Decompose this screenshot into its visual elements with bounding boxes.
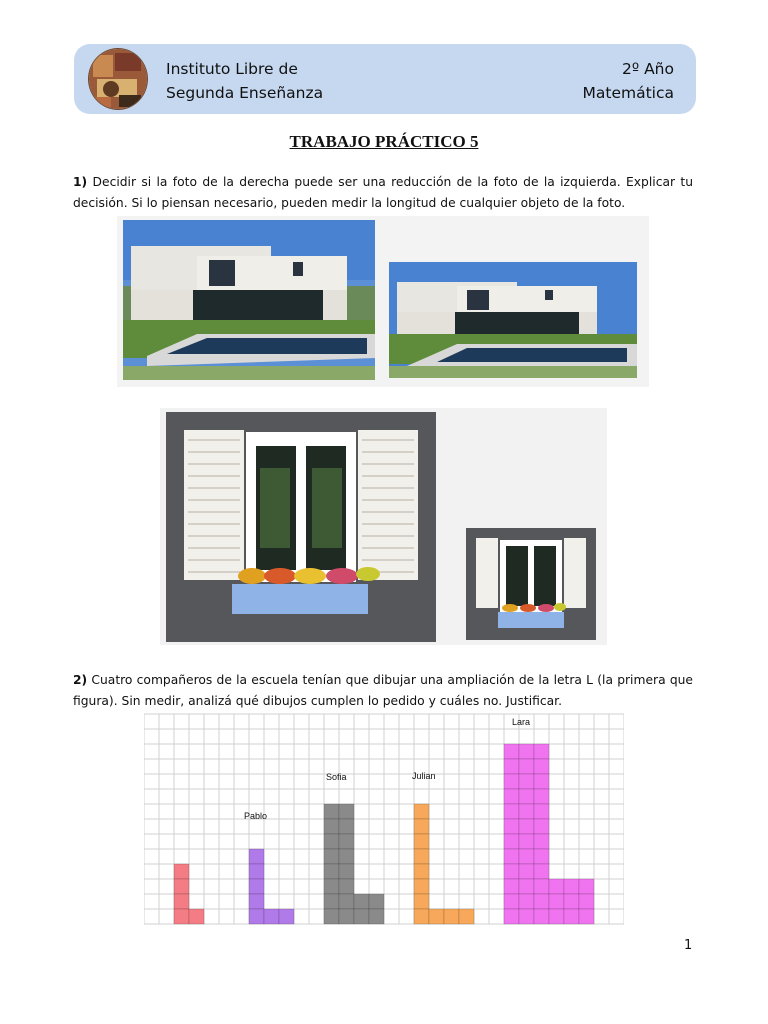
house-large-image [123,220,375,380]
letter-l-cell [564,894,579,909]
letter-l-cell [519,789,534,804]
label-pablo: Pablo [244,811,268,821]
letter-l-cell [519,834,534,849]
window-small-image [466,528,596,640]
letter-l-cell [534,789,549,804]
letter-l-cell [534,879,549,894]
page-number: 1 [684,938,693,953]
letter-l-cell [414,879,429,894]
letter-l-cell [249,879,264,894]
letter-l-cell [339,864,354,879]
exercise-1-text [73,172,693,214]
house-small-image [389,262,637,378]
letter-l-cell [414,834,429,849]
letter-l-cell [534,759,549,774]
letter-l-cell [519,774,534,789]
school-name [166,57,323,105]
letter-l-cell [249,864,264,879]
exercise-2-text [73,670,693,712]
letter-l-cell [519,804,534,819]
exercise-2-number: 2) [73,673,88,687]
letter-l-cell [504,804,519,819]
letter-l-cell [369,909,384,924]
letter-l-cell [339,894,354,909]
letter-l-cell [504,789,519,804]
letter-l-cell [324,894,339,909]
letter-l-cell [519,864,534,879]
letter-l-cell [549,894,564,909]
letter-l-cell [504,834,519,849]
course-subject: Matemática [582,84,674,102]
window-photos [160,408,607,645]
letter-l-cell [249,849,264,864]
letter-l-cell [324,834,339,849]
letter-l-cell [519,879,534,894]
letter-l-cell [459,909,474,924]
letter-l-cell [534,894,549,909]
label-sofia: Sofia [326,772,347,782]
letter-l-cell [174,864,189,879]
letter-l-cell [504,744,519,759]
letter-l-cell [414,849,429,864]
letter-l-cell [264,909,279,924]
letter-l-cell [519,849,534,864]
window-large-image [166,412,436,642]
letter-l-grid [144,712,624,928]
flower-box-large [232,567,380,614]
exercise-1-number: 1) [73,175,88,189]
letter-l-cell [339,879,354,894]
letter-l-cell [339,819,354,834]
letter-l-cell [519,909,534,924]
letter-l-cell [504,849,519,864]
letter-l-cell [579,879,594,894]
exercise-1-statement: Decidir si la foto de la derecha puede ser una reducción de la foto de la izquierda. Explicar tu decisión. Si lo piensan necesario, pueden medir la longitud de cualquier objeto de la foto. [73,175,693,210]
letter-l-cell [534,834,549,849]
school-name-line2: Segunda Enseñanza [166,84,324,102]
letter-l-cell [429,909,444,924]
school-logo [88,48,148,110]
letter-l-cell [519,819,534,834]
course-info [583,57,675,105]
letter-l-cell [354,894,369,909]
letter-l-cell [249,894,264,909]
letter-l-cell [564,879,579,894]
letter-l-cell [174,909,189,924]
letter-l-cell [519,759,534,774]
letter-l-cell [339,909,354,924]
letter-l-cell [504,879,519,894]
letter-l-cell [444,909,459,924]
letter-l-cell [324,804,339,819]
letter-l-cell [519,744,534,759]
letter-l-cell [534,744,549,759]
house-photos [117,216,649,387]
letter-l-cell [579,909,594,924]
letter-l-cell [324,849,339,864]
letter-l-cell [504,864,519,879]
letter-l-cell [564,909,579,924]
letter-l-cell [414,864,429,879]
letter-l-cell [504,774,519,789]
letter-l-cell [534,909,549,924]
page-title: TRABAJO PRÁCTICO 5 [289,132,479,151]
letter-l-cell [534,804,549,819]
letter-l-cell [174,879,189,894]
exercise-2-statement: Cuatro compañeros de la escuela tenían que dibujar una ampliación de la letra L (la primera que figura). Sin medir, analizá qué dibujos cumplen lo pedido y cuáles no. Justificar. [73,673,693,708]
letter-l-cell [534,774,549,789]
letter-l-cell [324,909,339,924]
letter-l-cell [324,819,339,834]
letter-l-cell [249,909,264,924]
course-year: 2º Año [621,60,674,78]
letter-l-cell [534,849,549,864]
letter-l-cell [579,894,594,909]
letter-l-cell [534,819,549,834]
letter-l-cell [549,909,564,924]
letter-l-cell [504,759,519,774]
letter-l-cell [369,894,384,909]
letter-l-cell [534,864,549,879]
letter-l-cell [504,894,519,909]
letter-l-cell [339,804,354,819]
letter-l-cell [339,834,354,849]
letter-l-cell [339,849,354,864]
letter-l-cell [519,894,534,909]
letter-l-cell [279,909,294,924]
letter-l-cell [549,879,564,894]
letter-l-cell [174,894,189,909]
letter-l-cell [414,804,429,819]
letter-l-pablo [249,849,294,924]
letter-l-cell [504,909,519,924]
letter-l-cell [354,909,369,924]
letter-l-cell [324,864,339,879]
school-name-line1: Instituto Libre de [166,60,298,78]
letter-l-cell [504,819,519,834]
label-julian: Julian [412,771,436,781]
label-lara: Lara [512,717,531,727]
letter-l-cell [324,879,339,894]
letter-l-cell [414,909,429,924]
letter-l-cell [189,909,204,924]
letter-l-cell [414,819,429,834]
letter-l-cell [414,894,429,909]
